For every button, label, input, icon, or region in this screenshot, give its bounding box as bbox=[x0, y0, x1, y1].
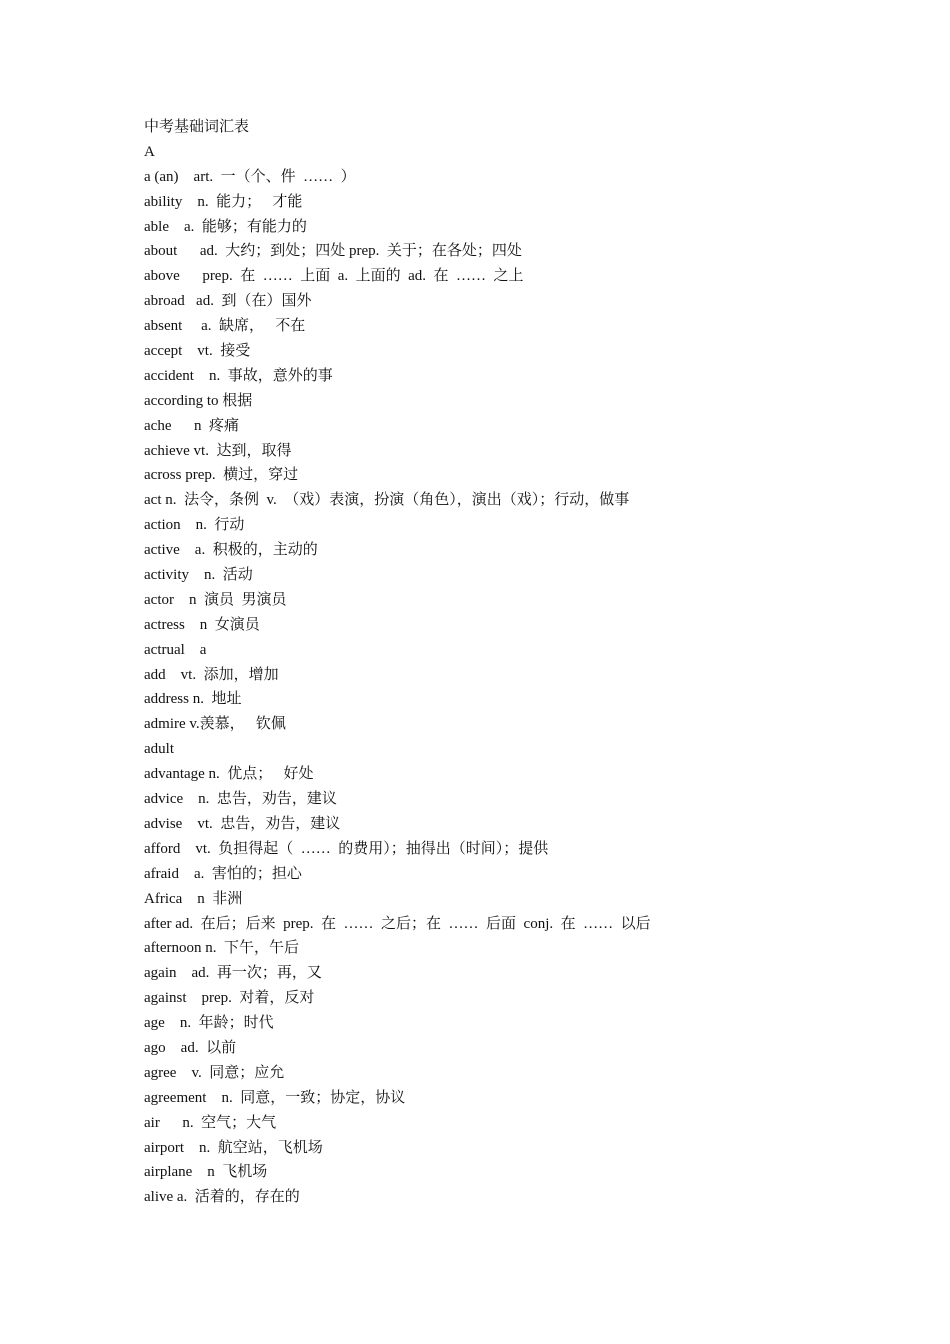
vocabulary-entry: a (an) art. 一（个、件 …… ） bbox=[144, 168, 356, 185]
vocabulary-entry: agreement n. 同意，一致；协定，协议 bbox=[144, 1089, 406, 1106]
vocabulary-entry: alive a. 活着的，存在的 bbox=[144, 1189, 300, 1206]
vocabulary-entry: add vt. 添加，增加 bbox=[144, 666, 279, 683]
vocabulary-entry: able a. 能够；有能力的 bbox=[144, 218, 307, 235]
vocabulary-entry: adult bbox=[144, 741, 174, 758]
vocabulary-entry: ability n. 能力； 才能 bbox=[144, 193, 303, 210]
vocabulary-entry: about ad. 大约；到处；四处 prep. 关于；在各处；四处 bbox=[144, 243, 522, 260]
vocabulary-entry: act n. 法令，条例 v. （戏）表演，扮演（角色），演出（戏）；行动，做事 bbox=[144, 492, 630, 509]
vocabulary-entry: address n. 地址 bbox=[144, 691, 242, 708]
vocabulary-entry: airplane n 飞机场 bbox=[144, 1164, 268, 1181]
vocabulary-entry: action n. 行动 bbox=[144, 517, 245, 534]
vocabulary-entry: achieve vt. 达到，取得 bbox=[144, 442, 292, 459]
vocabulary-entry: afternoon n. 下午，午后 bbox=[144, 940, 299, 957]
vocabulary-entry: airport n. 航空站，飞机场 bbox=[144, 1139, 323, 1156]
vocabulary-entry: air n. 空气；大气 bbox=[144, 1114, 277, 1131]
vocabulary-entry: above prep. 在 …… 上面 a. 上面的 ad. 在 …… 之上 bbox=[144, 268, 524, 285]
section-letter: A bbox=[144, 143, 155, 160]
vocabulary-entry: absent a. 缺席， 不在 bbox=[144, 318, 306, 335]
vocabulary-entry: actress n 女演员 bbox=[144, 616, 260, 633]
vocabulary-entry: according to 根据 bbox=[144, 392, 253, 409]
vocabulary-entry: advantage n. 优点； 好处 bbox=[144, 766, 314, 783]
vocabulary-entry: age n. 年龄；时代 bbox=[144, 1015, 274, 1032]
vocabulary-entry: active a. 积极的，主动的 bbox=[144, 542, 318, 559]
vocabulary-entry: ache n 疼痛 bbox=[144, 417, 239, 434]
vocabulary-entry: Africa n 非洲 bbox=[144, 890, 243, 907]
page-title: 中考基础词汇表 bbox=[144, 119, 250, 135]
vocabulary-entry: abroad ad. 到（在）国外 bbox=[144, 293, 312, 310]
vocabulary-entry: accept vt. 接受 bbox=[144, 343, 251, 360]
vocabulary-entry: ago ad. 以前 bbox=[144, 1039, 237, 1056]
vocabulary-entry: admire v.羡慕， 钦佩 bbox=[144, 716, 286, 733]
vocabulary-entry: across prep. 横过，穿过 bbox=[144, 467, 299, 484]
vocabulary-entry: advice n. 忠告，劝告，建议 bbox=[144, 791, 337, 808]
vocabulary-entry: after ad. 在后；后来 prep. 在 …… 之后；在 …… 后面 conj. 在 …… 以后 bbox=[144, 915, 651, 932]
vocabulary-entry: accident n. 事故，意外的事 bbox=[144, 367, 333, 384]
vocabulary-entry: advise vt. 忠告，劝告，建议 bbox=[144, 815, 341, 832]
vocabulary-entry: again ad. 再一次；再，又 bbox=[144, 965, 322, 982]
entry-list bbox=[144, 165, 904, 1210]
vocabulary-entry: against prep. 对着，反对 bbox=[144, 990, 315, 1007]
vocabulary-entry: actrual a bbox=[144, 641, 207, 658]
vocabulary-entry: afford vt. 负担得起（ …… 的费用）；抽得出（时间）；提供 bbox=[144, 840, 549, 857]
vocabulary-entry: actor n 演员 男演员 bbox=[144, 591, 287, 608]
vocabulary-entry: activity n. 活动 bbox=[144, 567, 253, 584]
vocabulary-page bbox=[144, 115, 904, 1210]
vocabulary-entry: agree v. 同意；应允 bbox=[144, 1064, 285, 1081]
vocabulary-entry: afraid a. 害怕的；担心 bbox=[144, 865, 302, 882]
